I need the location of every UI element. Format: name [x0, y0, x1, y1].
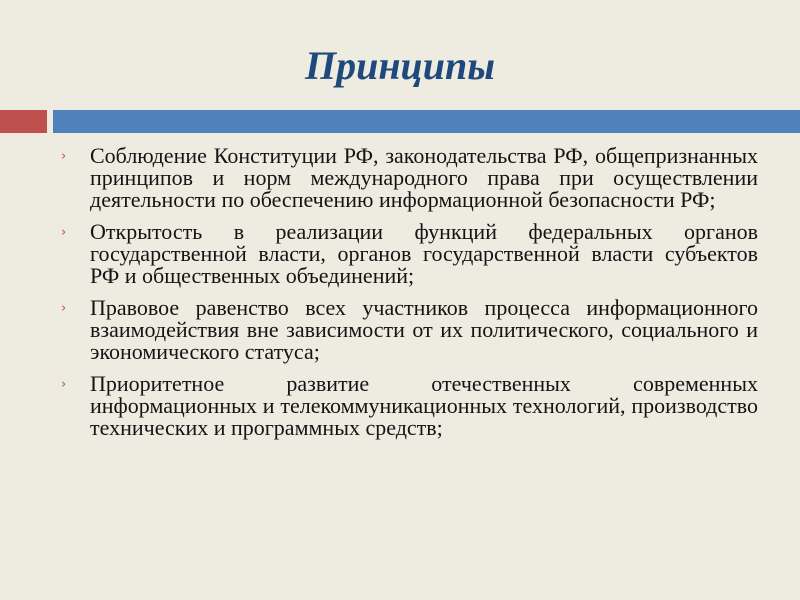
chevron-right-icon: ›: [61, 377, 67, 392]
list-item: [61, 373, 758, 439]
chevron-right-icon: ›: [61, 301, 67, 316]
list-item: [61, 145, 758, 211]
list-item: [61, 221, 758, 287]
accent-bar-red: [0, 110, 47, 133]
list-item-text: Приоритетное развитие отечественных современных информационных и телекоммуникационных технологий, производство технических и программных средств;: [90, 371, 758, 440]
list-item: [61, 297, 758, 363]
chevron-right-icon: ›: [61, 225, 67, 240]
list-item-text: Соблюдение Конституции РФ, законодательства РФ, общепризнанных принципов и норм международного права при осуществлении деятельности по обеспечению информационной безопасности РФ;: [90, 143, 758, 212]
accent-bar-blue: [53, 110, 800, 133]
chevron-right-icon: ›: [61, 149, 67, 164]
slide-title: Принципы: [304, 43, 496, 88]
list-item-text: Открытость в реализации функций федеральных органов государственной власти, органов государственной власти субъектов РФ и общественных объединений;: [90, 219, 758, 288]
principles-list: [61, 145, 758, 449]
list-item-text: Правовое равенство всех участников процесса информационного взаимодействия вне зависимости от их политического, социального и экономического статуса;: [90, 295, 758, 364]
